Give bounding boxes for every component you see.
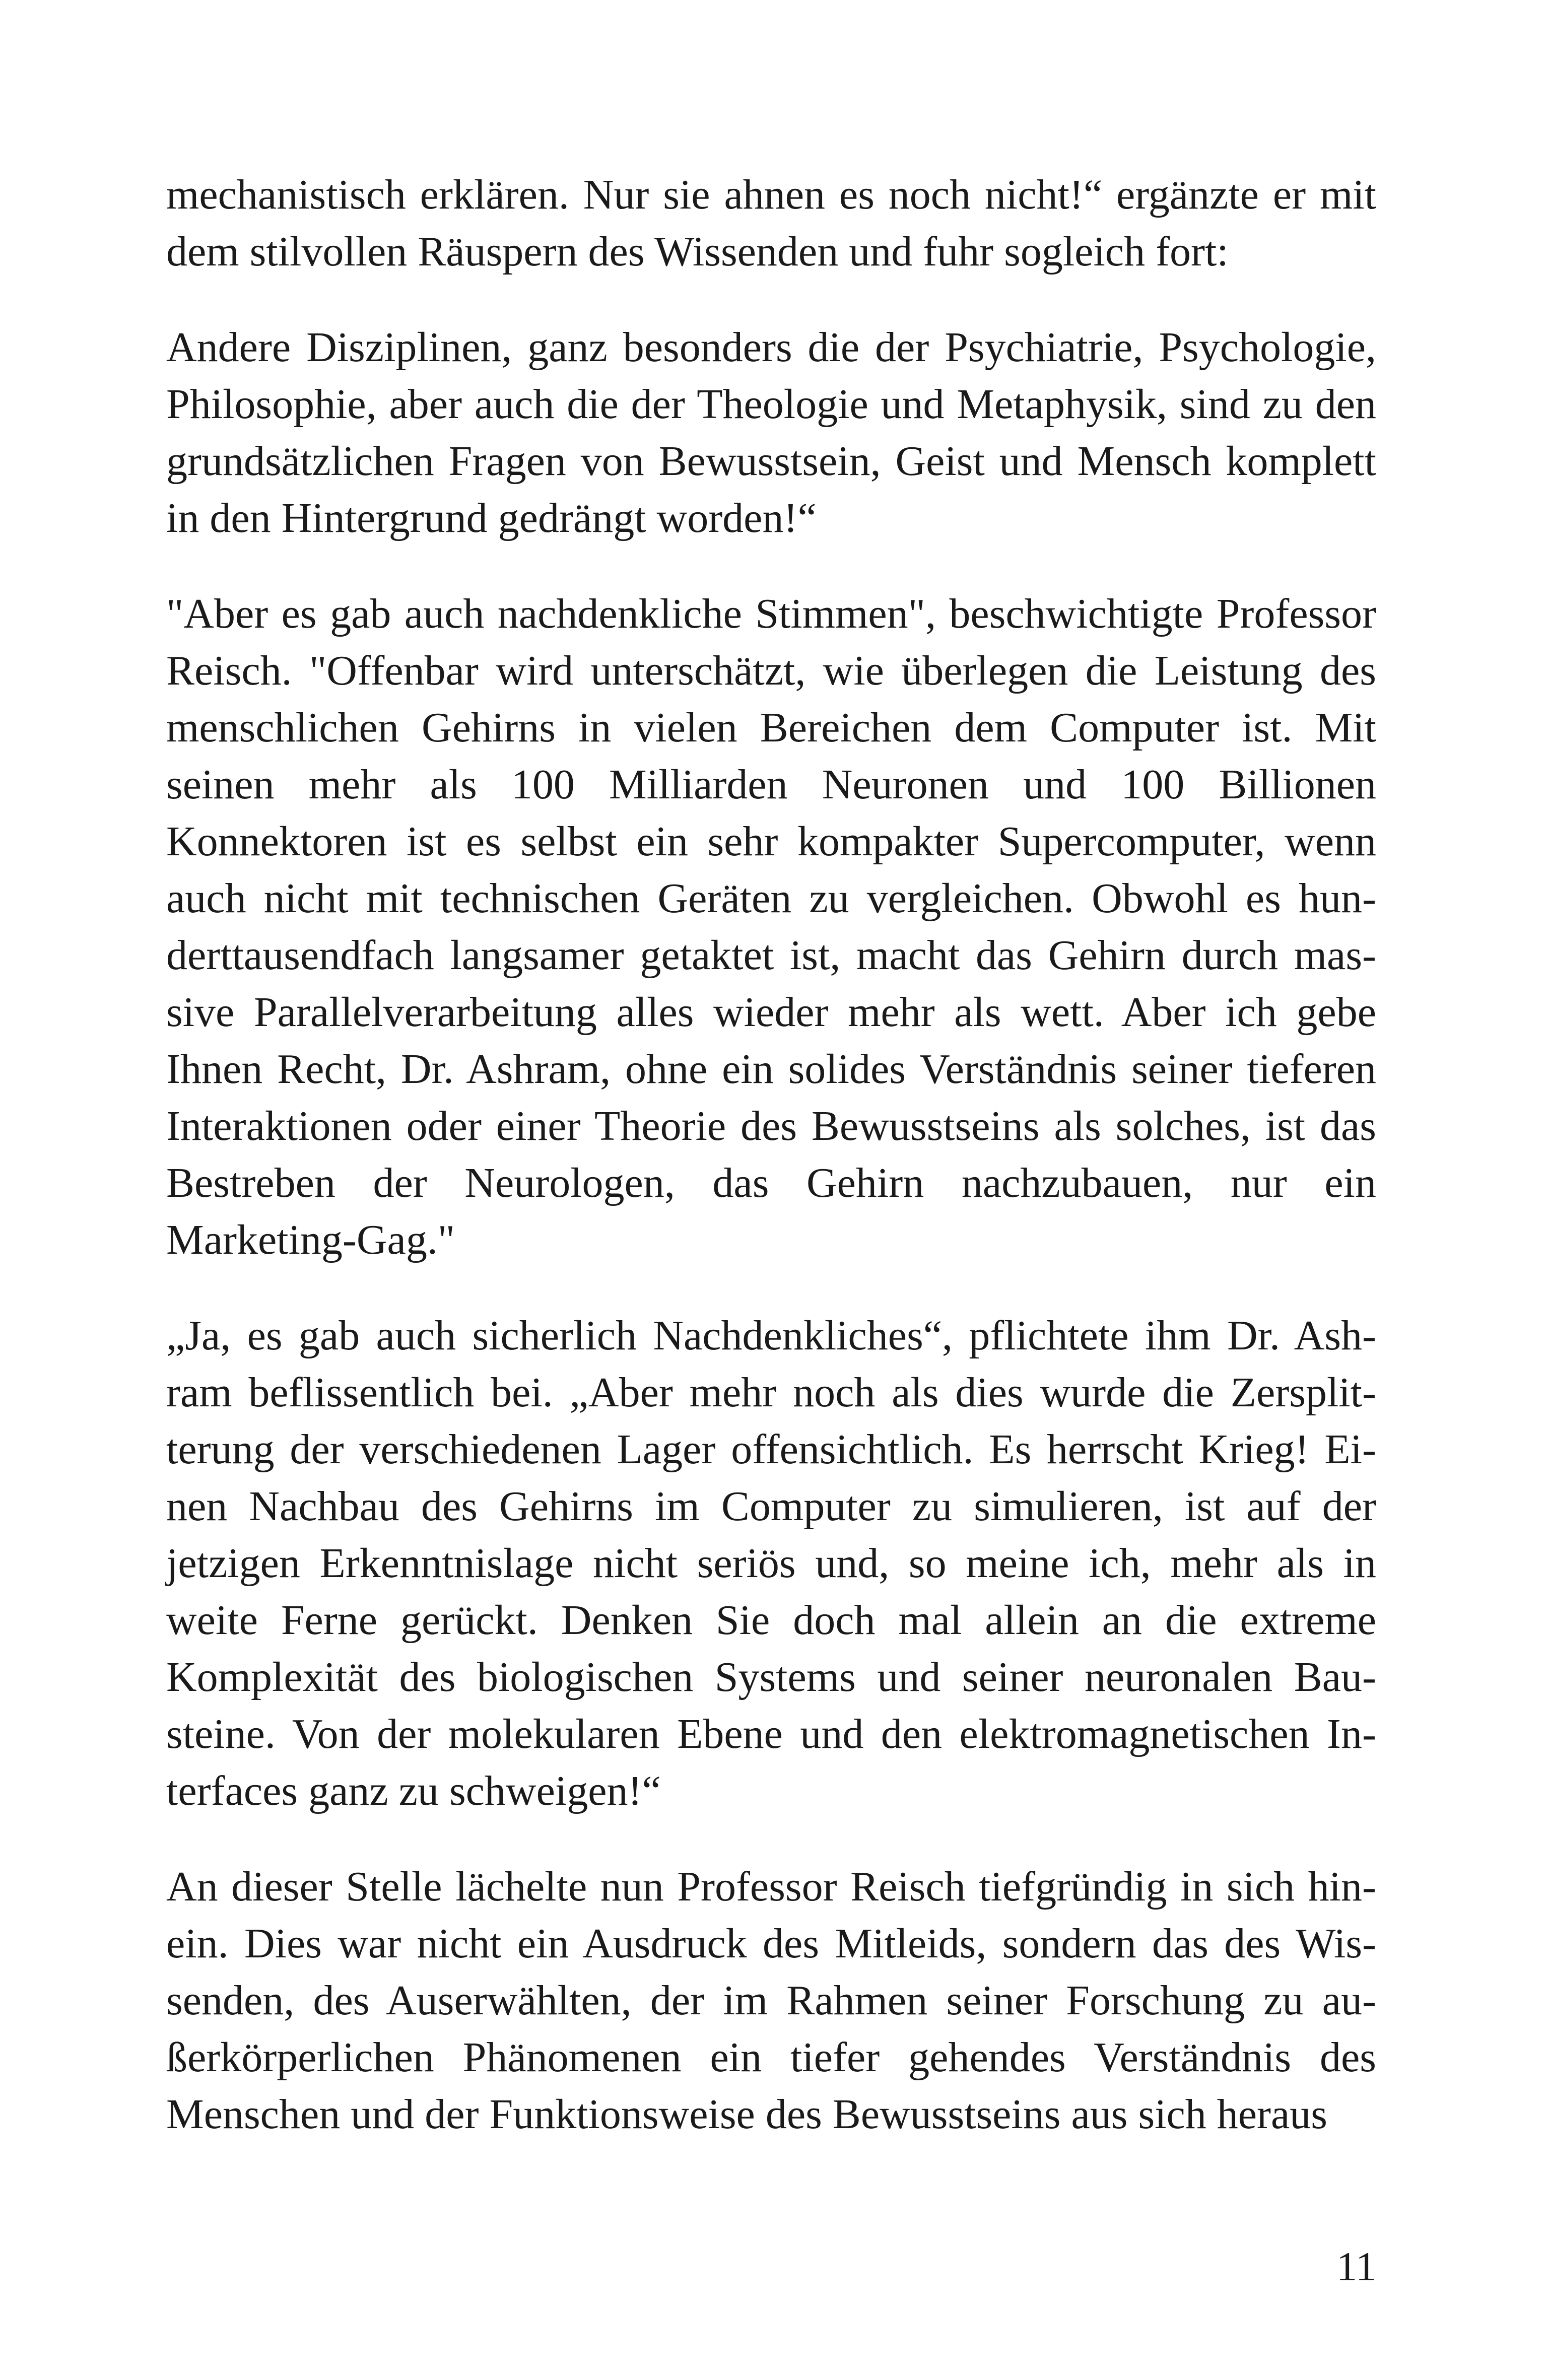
paragraph-1: mechanistisch erklären. Nur sie ahnen es noch nicht!“ ergänzte er mit dem stilvollen Räuspern des Wissenden und fuhr sogleich fort: [166, 171, 1376, 275]
paragraph-5: An dieser Stelle lächelte nun Professor Reisch tiefgründig in sich hinein. Dies war nicht ein Ausdruck des Mitleids, sondern das des Wissenden, des Auserwählten, der im Rahmen seiner Forschung zu außerkörperlichen Phänomenen ein tiefer gehendes Verständnis des Menschen und der Funktionsweise des Bewusstseins aus sich heraus [166, 1863, 1376, 2138]
paragraph-3: "Aber es gab auch nachdenkliche Stimmen", beschwichtigte Professor Reisch. "Offenbar wird unterschätzt, wie überlegen die Leistung des menschlichen Gehirns in vielen Bereichen dem Computer ist. Mit seinen mehr als 100 Milliarden Neuronen und 100 Billionen Konnektoren ist es selbst ein sehr kompakter Supercomputer, wenn auch nicht mit technischen Geräten zu vergleichen. Obwohl es hunderttausendfach langsamer getaktet ist, macht das Gehirn durch massive Parallelverarbeitung alles wieder mehr als wett. Aber ich gebe Ihnen Recht, Dr. Ashram, ohne ein solides Verständnis seiner tieferen Interaktionen oder einer Theorie des Bewusstseins als solches, ist das Bestreben der Neurologen, das Gehirn nachzubauen, nur ein Marketing-Gag." [166, 590, 1376, 1263]
page-number: 11 [1336, 2243, 1376, 2289]
body-text [166, 166, 1376, 2182]
paragraph-4: „Ja, es gab auch sicherlich Nachdenkliches“, pflichtete ihm Dr. Ashram beflissentlich bei. „Aber mehr noch als dies wurde die Zersplitterung der verschiedenen Lager offensichtlich. Es herrscht Krieg! Einen Nachbau des Gehirns im Computer zu simulieren, ist auf der jetzigen Erkenntnislage nicht seriös und, so meine ich, mehr als in weite Ferne gerückt. Denken Sie doch mal allein an die extreme Komplexität des biologischen Systems und seiner neuronalen Bausteine. Von der molekularen Ebene und den elektromagnetischen Interfaces ganz zu schweigen!“ [166, 1312, 1376, 1814]
paragraph-2: Andere Disziplinen, ganz besonders die der Psychiatrie, Psychologie, Philosophie, aber auch die der Theologie und Metaphysik, sind zu den grundsätzlichen Fragen von Bewusstsein, Geist und Mensch komplett in den Hintergrund gedrängt worden!“ [166, 324, 1376, 541]
